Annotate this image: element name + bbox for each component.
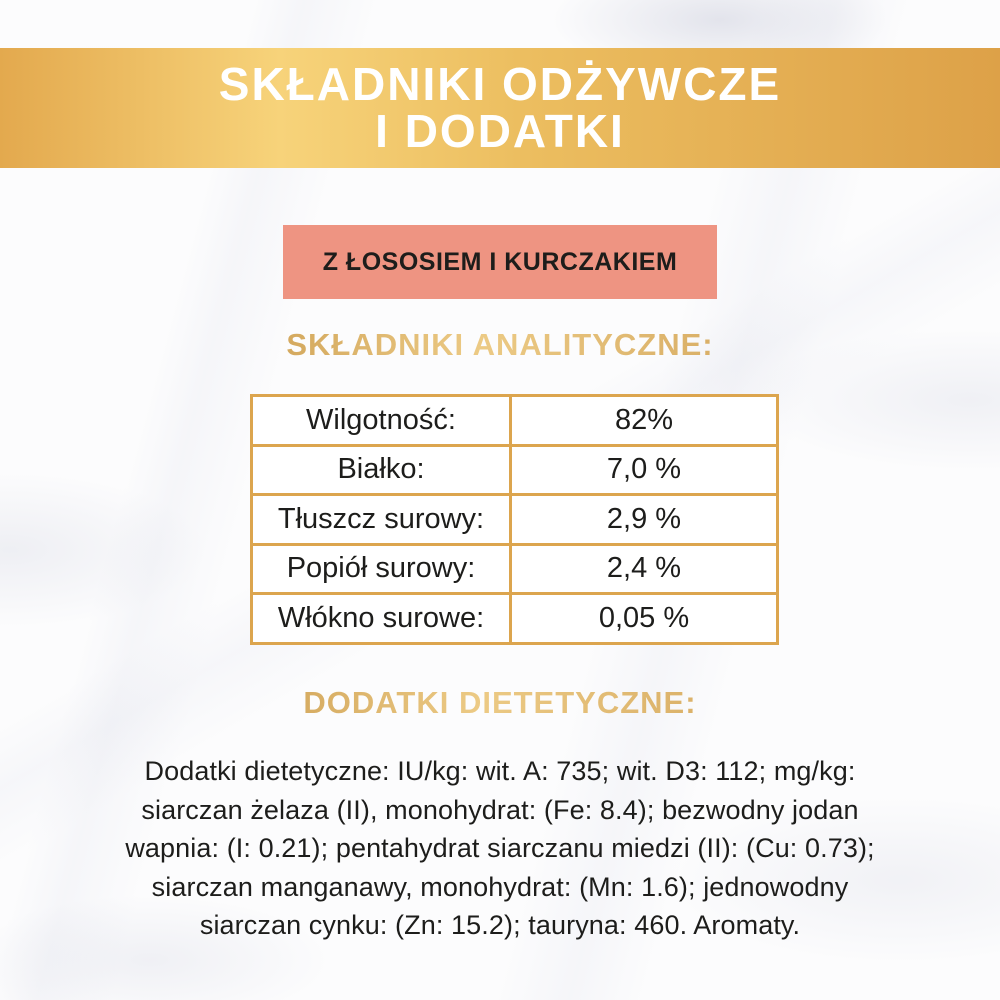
dietary-line: Dodatki dietetyczne: IU/kg: wit. A: 735; wit. D3: 112; mg/kg: bbox=[144, 756, 856, 786]
table-body bbox=[252, 396, 778, 644]
nutrient-value: 2,4 % bbox=[511, 544, 778, 594]
nutrient-value: 7,0 % bbox=[511, 445, 778, 495]
dietary-line: siarczan żelaza (II), monohydrat: (Fe: 8.4); bezwodny jodan bbox=[141, 794, 859, 825]
dietary-line: siarczan cynku: (Zn: 15.2); tauryna: 460. Aromaty. bbox=[199, 910, 801, 940]
nutrient-value: 82% bbox=[511, 396, 778, 446]
dietary-line: siarczan manganawy, monohydrat: (Mn: 1.6); jednowodny bbox=[151, 871, 849, 902]
dietary-additives-heading: DODATKI DIETETYCZNE: bbox=[0, 685, 1000, 721]
table-row-moisture bbox=[252, 396, 778, 446]
table-row-crude-fat bbox=[252, 495, 778, 545]
analytical-constituents-heading: SKŁADNIKI ANALITYCZNE: bbox=[0, 327, 1000, 363]
title-banner bbox=[0, 48, 1000, 168]
table-row-crude-ash bbox=[252, 544, 778, 594]
nutrient-label: Włókno surowe: bbox=[252, 594, 511, 644]
flavor-badge-label: Z ŁOSOSIEM I KURCZAKIEM bbox=[322, 247, 678, 276]
dietary-additives-paragraph bbox=[0, 752, 1000, 945]
table-row-protein bbox=[252, 445, 778, 495]
nutrient-label: Tłuszcz surowy: bbox=[252, 495, 511, 545]
nutrient-label: Wilgotność: bbox=[252, 396, 511, 446]
table-row-crude-fibre bbox=[252, 594, 778, 644]
page-title-line1: SKŁADNIKI ODŻYWCZE bbox=[218, 58, 782, 110]
nutrient-label: Popiół surowy: bbox=[252, 544, 511, 594]
nutrient-label: Białko: bbox=[252, 445, 511, 495]
dietary-line: wapnia: (I: 0.21); pentahydrat siarczanu miedzi (II): (Cu: 0.73); bbox=[125, 833, 875, 863]
nutrient-value: 2,9 % bbox=[511, 495, 778, 545]
analytical-constituents-table bbox=[250, 394, 779, 645]
nutrient-value: 0,05 % bbox=[511, 594, 778, 644]
page-title-line2: I DODATKI bbox=[375, 105, 625, 157]
flavor-badge bbox=[283, 225, 717, 299]
